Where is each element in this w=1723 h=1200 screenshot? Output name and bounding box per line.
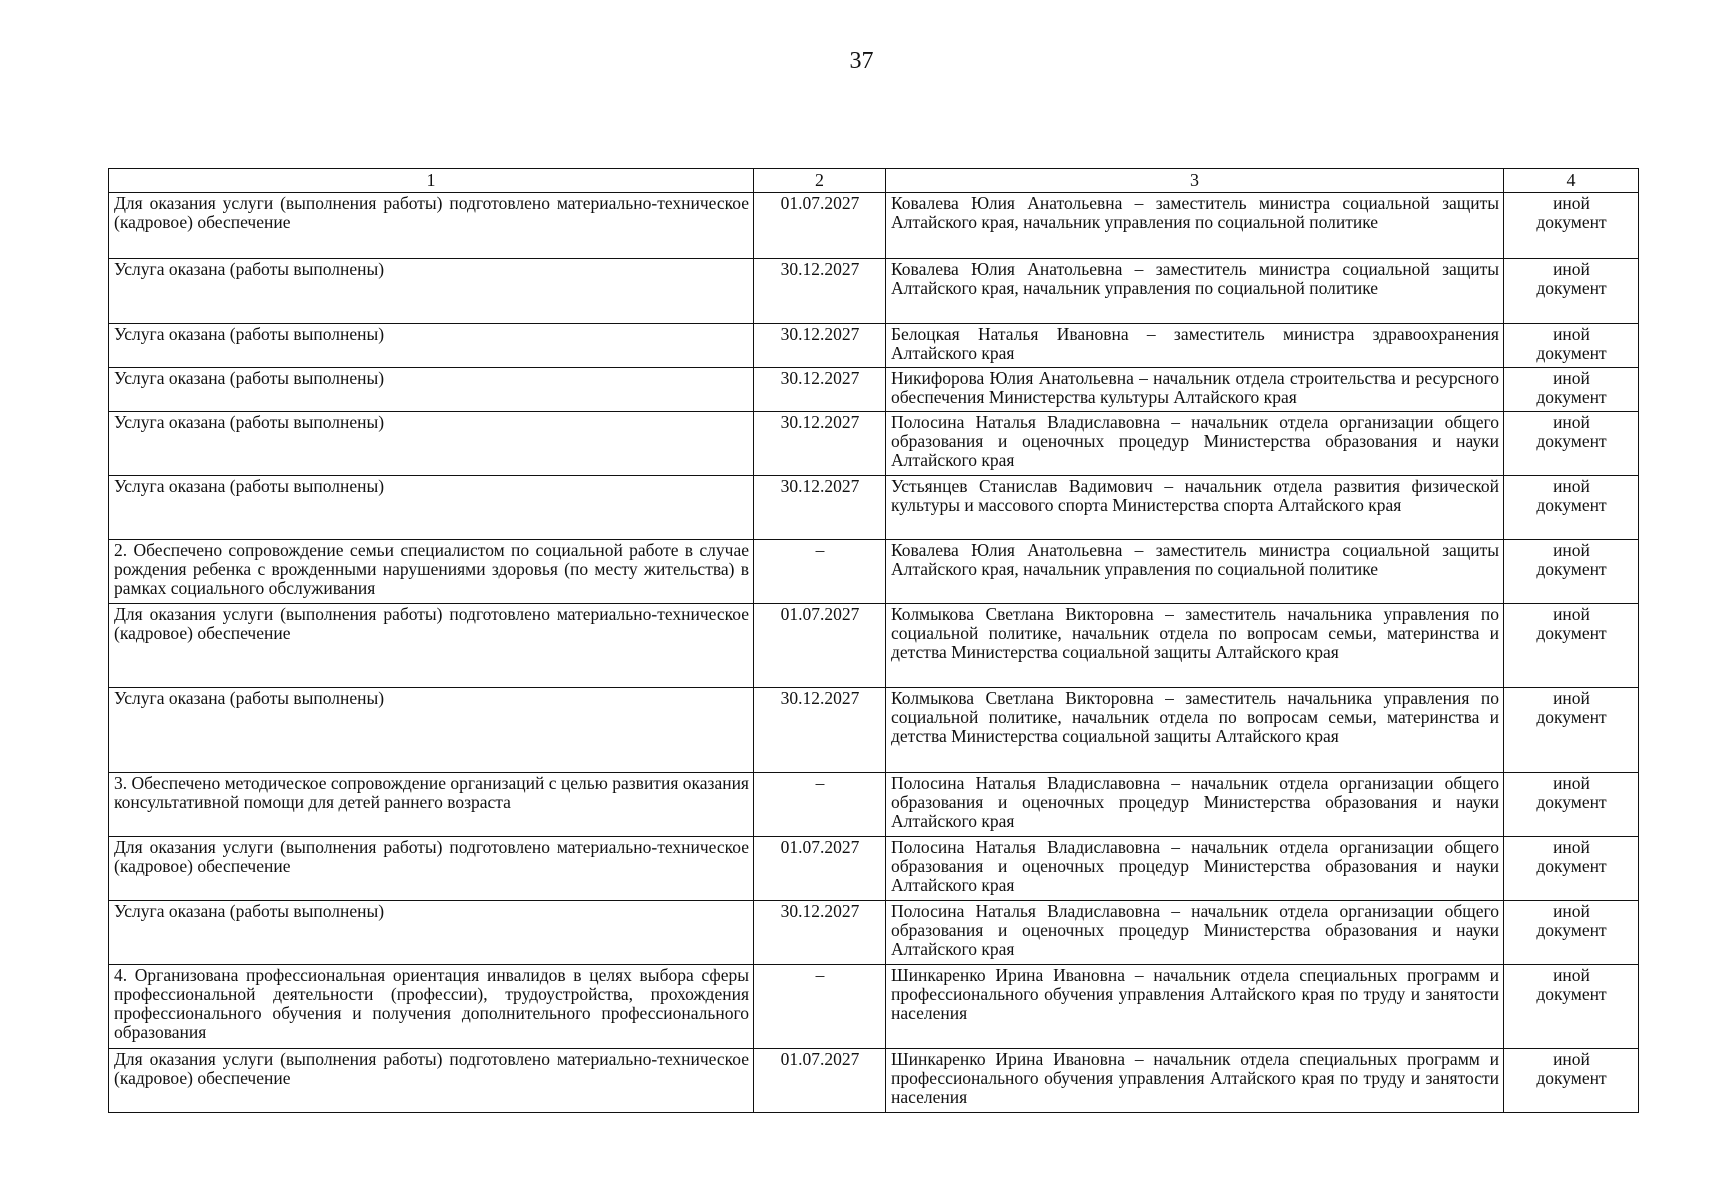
responsible-cell: Полосина Наталья Владиславовна – начальник отдела организации общего образования и оценочных процедур Министерства образования и науки Алтайского края [886, 412, 1504, 476]
responsible-cell: Ковалева Юлия Анатольевна – заместитель министра социальной защиты Алтайского края, начальник управления по социальной политике [886, 259, 1504, 324]
document-type-cell [1504, 259, 1639, 324]
event-cell: Услуга оказана (работы выполнены) [109, 324, 754, 368]
date-cell: 30.12.2027 [754, 368, 886, 412]
table-row [109, 368, 1639, 412]
doc-word-1: иной [1553, 773, 1590, 793]
table-row [109, 837, 1639, 901]
event-cell: Услуга оказана (работы выполнены) [109, 412, 754, 476]
table-row [109, 604, 1639, 688]
date-cell: 01.07.2027 [754, 193, 886, 259]
responsible-cell: Ковалева Юлия Анатольевна – заместитель министра социальной защиты Алтайского края, начальник управления по социальной политике [886, 193, 1504, 259]
event-cell: Для оказания услуги (выполнения работы) подготовлено материально-техническое (кадровое) обеспечение [109, 193, 754, 259]
doc-word-2: документ [1536, 792, 1607, 812]
plan-table [108, 168, 1639, 1113]
doc-word-2: документ [1536, 920, 1607, 940]
responsible-cell: Полосина Наталья Владиславовна – начальник отдела организации общего образования и оценочных процедур Министерства образования и науки Алтайского края [886, 901, 1504, 965]
header-col-4: 4 [1504, 169, 1639, 193]
responsible-cell: Шинкаренко Ирина Ивановна – начальник отдела специальных программ и профессионального обучения управления Алтайского края по труду и занятости населения [886, 1049, 1504, 1113]
doc-word-2: документ [1536, 707, 1607, 727]
date-cell: – [754, 965, 886, 1049]
doc-word-2: документ [1536, 1068, 1607, 1088]
date-cell: 30.12.2027 [754, 324, 886, 368]
document-type-cell [1504, 193, 1639, 259]
doc-word-1: иной [1553, 368, 1590, 388]
doc-word-1: иной [1553, 837, 1590, 857]
date-cell: 30.12.2027 [754, 259, 886, 324]
table-row [109, 773, 1639, 837]
table-row [109, 193, 1639, 259]
table-row [109, 324, 1639, 368]
responsible-cell: Ковалева Юлия Анатольевна – заместитель министра социальной защиты Алтайского края, начальник управления по социальной политике [886, 540, 1504, 604]
table-row [109, 412, 1639, 476]
responsible-cell: Шинкаренко Ирина Ивановна – начальник отдела специальных программ и профессионального обучения управления Алтайского края по труду и занятости населения [886, 965, 1504, 1049]
document-type-cell [1504, 324, 1639, 368]
date-cell: – [754, 540, 886, 604]
responsible-cell: Никифорова Юлия Анатольевна – начальник отдела строительства и ресурсного обеспечения Министерства культуры Алтайского края [886, 368, 1504, 412]
event-cell: Услуга оказана (работы выполнены) [109, 368, 754, 412]
header-col-1: 1 [109, 169, 754, 193]
date-cell: 30.12.2027 [754, 476, 886, 540]
date-cell: 01.07.2027 [754, 837, 886, 901]
doc-word-2: документ [1536, 623, 1607, 643]
date-cell: 30.12.2027 [754, 688, 886, 773]
doc-word-1: иной [1553, 259, 1590, 279]
doc-word-1: иной [1553, 193, 1590, 213]
doc-word-2: документ [1536, 856, 1607, 876]
document-type-cell [1504, 368, 1639, 412]
document-type-cell [1504, 901, 1639, 965]
doc-word-1: иной [1553, 604, 1590, 624]
doc-word-2: документ [1536, 431, 1607, 451]
document-type-cell [1504, 412, 1639, 476]
responsible-cell: Полосина Наталья Владиславовна – начальник отдела организации общего образования и оценочных процедур Министерства образования и науки Алтайского края [886, 773, 1504, 837]
responsible-cell: Колмыкова Светлана Викторовна – заместитель начальника управления по социальной политике, начальник отдела по вопросам семьи, материнства и детства Министерства социальной защиты Алтайского края [886, 688, 1504, 773]
date-cell: 30.12.2027 [754, 901, 886, 965]
responsible-cell: Колмыкова Светлана Викторовна – заместитель начальника управления по социальной политике, начальник отдела по вопросам семьи, материнства и детства Министерства социальной защиты Алтайского края [886, 604, 1504, 688]
document-type-cell [1504, 540, 1639, 604]
table-row [109, 1049, 1639, 1113]
doc-word-2: документ [1536, 984, 1607, 1004]
document-type-cell [1504, 773, 1639, 837]
doc-word-1: иной [1553, 965, 1590, 985]
event-cell: Для оказания услуги (выполнения работы) подготовлено материально-техническое (кадровое) обеспечение [109, 604, 754, 688]
event-cell: Услуга оказана (работы выполнены) [109, 901, 754, 965]
table-row [109, 965, 1639, 1049]
doc-word-2: документ [1536, 278, 1607, 298]
document-type-cell [1504, 1049, 1639, 1113]
page-number: 37 [849, 48, 874, 74]
doc-word-2: документ [1536, 495, 1607, 515]
date-cell: 01.07.2027 [754, 604, 886, 688]
event-cell: 4. Организована профессиональная ориентация инвалидов в целях выбора сферы профессиональной деятельности (профессии), трудоустройства, прохождения профессионального обучения и получения дополнительного профессионального образования [109, 965, 754, 1049]
event-cell: 3. Обеспечено методическое сопровождение организаций с целью развития оказания консультативной помощи для детей раннего возраста [109, 773, 754, 837]
responsible-cell: Полосина Наталья Владиславовна – начальник отдела организации общего образования и оценочных процедур Министерства образования и науки Алтайского края [886, 837, 1504, 901]
responsible-cell: Устьянцев Станислав Вадимович – начальник отдела развития физической культуры и массового спорта Министерства спорта Алтайского края [886, 476, 1504, 540]
doc-word-2: документ [1536, 387, 1607, 407]
event-cell: Для оказания услуги (выполнения работы) подготовлено материально-техническое (кадровое) обеспечение [109, 1049, 754, 1113]
doc-word-2: документ [1536, 559, 1607, 579]
document-type-cell [1504, 688, 1639, 773]
table-row [109, 688, 1639, 773]
table-row [109, 259, 1639, 324]
document-type-cell [1504, 604, 1639, 688]
event-cell: Услуга оказана (работы выполнены) [109, 259, 754, 324]
document-type-cell [1504, 965, 1639, 1049]
date-cell: 01.07.2027 [754, 1049, 886, 1113]
header-col-2: 2 [754, 169, 886, 193]
doc-word-1: иной [1553, 688, 1590, 708]
document-type-cell [1504, 837, 1639, 901]
date-cell: – [754, 773, 886, 837]
doc-word-2: документ [1536, 212, 1607, 232]
responsible-cell: Белоцкая Наталья Ивановна – заместитель министра здравоохранения Алтайского края [886, 324, 1504, 368]
event-cell: Услуга оказана (работы выполнены) [109, 476, 754, 540]
doc-word-1: иной [1553, 901, 1590, 921]
date-cell: 30.12.2027 [754, 412, 886, 476]
table-row [109, 476, 1639, 540]
document-type-cell [1504, 476, 1639, 540]
doc-word-2: документ [1536, 343, 1607, 363]
header-col-3: 3 [886, 169, 1504, 193]
table-row [109, 540, 1639, 604]
doc-word-1: иной [1553, 324, 1590, 344]
event-cell: 2. Обеспечено сопровождение семьи специалистом по социальной работе в случае рождения ребенка с врожденными нарушениями здоровья (по месту жительства) в рамках социального обслуживания [109, 540, 754, 604]
doc-word-1: иной [1553, 1049, 1590, 1069]
table-header-row [109, 169, 1639, 193]
doc-word-1: иной [1553, 540, 1590, 560]
event-cell: Для оказания услуги (выполнения работы) подготовлено материально-техническое (кадровое) обеспечение [109, 837, 754, 901]
table-row [109, 901, 1639, 965]
doc-word-1: иной [1553, 476, 1590, 496]
doc-word-1: иной [1553, 412, 1590, 432]
event-cell: Услуга оказана (работы выполнены) [109, 688, 754, 773]
